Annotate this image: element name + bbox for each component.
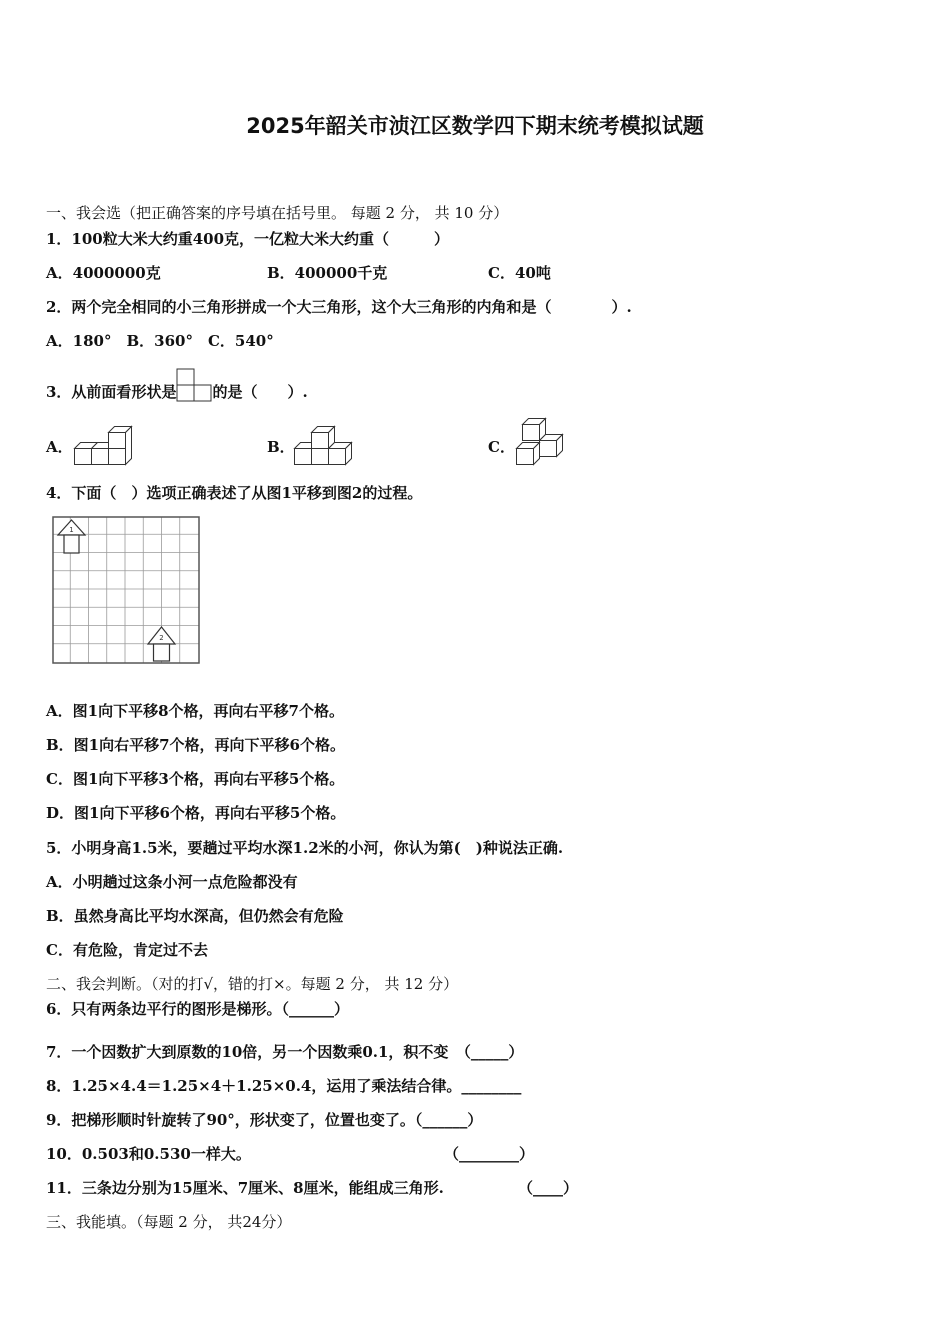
q4-option-d: D．图1向下平移6个格，再向右平移5个格。: [46, 804, 346, 822]
q1-option-b: B．400000千克: [267, 264, 388, 282]
q5-option-b: B．虽然身高比平均水深高，但仍然会有危险: [46, 907, 344, 925]
question-9: 9．把梯形顺时针旋转了90°，形状变了，位置也变了。（______）: [46, 1111, 483, 1129]
q3-option-b-cubes: [294, 424, 354, 466]
figure-1-house: [58, 520, 85, 553]
question-3: [46, 376, 308, 410]
q3-option-b: B．: [267, 438, 295, 456]
question-6: 6．只有两条边平行的图形是梯形。（______）: [46, 1000, 349, 1018]
page-title: 2025年韶关市浈江区数学四下期末统考模拟试题: [246, 114, 704, 138]
question-11-blank: （____）: [518, 1179, 579, 1197]
question-10: 10．0.503和0.530一样大。: [46, 1145, 251, 1163]
q5-option-a: A．小明趟过这条小河一点危险都没有: [46, 873, 298, 891]
q3-option-a: A．: [46, 438, 73, 456]
question-1: 1．100粒大米大约重400克，一亿粒大米大约重（ ）: [46, 230, 450, 248]
translation-grid-figure: [52, 516, 200, 664]
q3-option-c: C．: [488, 438, 515, 456]
question-4: 4．下面（ ）选项正确表述了从图1平移到图2的过程。: [46, 484, 423, 502]
q3-option-c-cubes: [515, 418, 567, 466]
q4-option-a: A．图1向下平移8个格，再向右平移7个格。: [46, 702, 344, 720]
q4-option-c: C．图1向下平移3个格，再向右平移5个格。: [46, 770, 345, 788]
question-7: 7．一个因数扩大到原数的10倍，另一个因数乘0.1，积不变 （_____）: [46, 1043, 524, 1061]
q2-options: A．180° B．360° C．540°: [46, 332, 274, 350]
figure-2-house: [148, 627, 175, 661]
front-view-figure: [176, 368, 212, 402]
q1-option-a: A．4000000克: [46, 264, 161, 282]
q5-option-c: C．有危险，肯定过不去: [46, 941, 208, 959]
q1-option-c: C．40吨: [488, 264, 551, 282]
section-1-heading: 一、我会选（把正确答案的序号填在括号里。 每题 2 分， 共 10 分）: [46, 204, 509, 222]
q3-option-a-cubes: [74, 424, 134, 466]
section-3-heading: 三、我能填。（每题 2 分， 共24分）: [46, 1213, 292, 1231]
question-10-blank: （________）: [444, 1145, 535, 1163]
question-2: 2．两个完全相同的小三角形拼成一个大三角形，这个大三角形的内角和是（ ）.: [46, 298, 632, 316]
question-5: 5．小明身高1.5米，要趟过平均水深1.2米的小河，你认为第( )种说法正确.: [46, 839, 564, 857]
q4-option-b: B．图1向右平移7个格，再向下平移6个格。: [46, 736, 345, 754]
q3-prefix: 3．从前面看形状是: [46, 383, 177, 401]
question-8: 8．1.25×4.4＝1.25×4＋1.25×0.4，运用了乘法结合律。________: [46, 1077, 522, 1095]
figure-1-label: 1: [69, 526, 74, 534]
figure-2-label: 2: [159, 634, 164, 642]
section-2-heading: 二、我会判断。（对的打√，错的打×。每题 2 分， 共 12 分）: [46, 975, 459, 993]
question-11: 11．三条边分别为15厘米、7厘米、8厘米，能组成三角形.: [46, 1179, 444, 1197]
q3-suffix: 的是（ ）.: [212, 383, 308, 401]
